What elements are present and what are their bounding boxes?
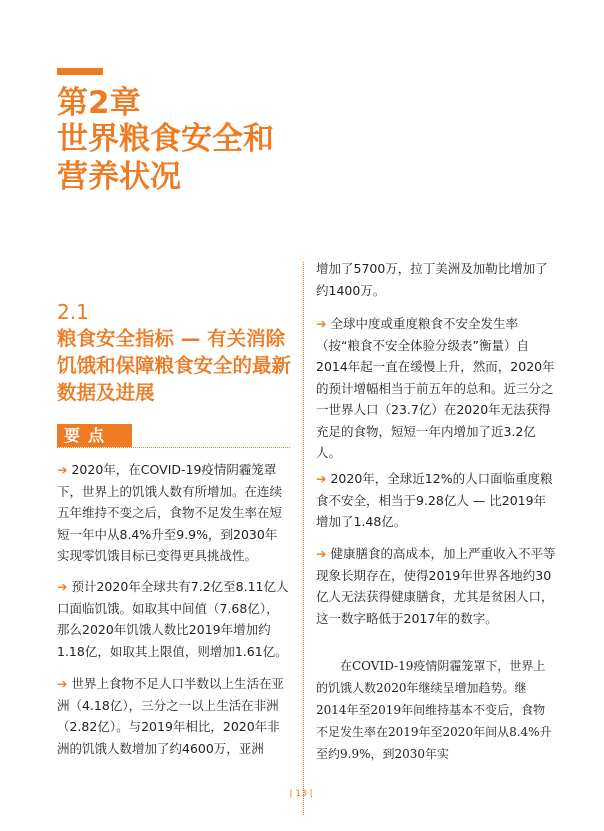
key-point-text: 世界上食物不足人口半数以上生活在亚洲（4.18亿），三分之一以上生活在非洲（2.82亿）。与2019年相比，2020年非洲的饥饿人数增加了约4600万，亚洲 [57, 676, 284, 756]
arrow-icon: ➔ [316, 471, 327, 486]
key-point-1 [57, 459, 289, 567]
key-point-text: 全球中度或重度粮食不安全发生率（按“粮食不安全体验分级表”衡量）自2014年起一直在缓慢上升，然而，2020年的预计增幅相当于前五年的总和。近三分之一世界人口（23.7亿）在2020年无法获得充足的食物，短短一年内增加了近3.2亿人。 [316, 316, 555, 460]
column-divider [303, 262, 304, 815]
arrow-icon: ➔ [57, 579, 68, 594]
key-point-4 [316, 313, 556, 464]
key-point-6 [316, 543, 556, 629]
arrow-icon: ➔ [57, 462, 68, 477]
chapter-title-line-2: 营养状况 [57, 159, 181, 195]
key-point-5 [316, 468, 556, 533]
arrow-icon: ➔ [316, 316, 327, 331]
chapter-title [57, 120, 357, 196]
key-point-text: 2020年，全球近12%的人口面临重度粮食不安全，相当于9.28亿人 — 比2019年增加了1.48亿。 [316, 471, 553, 529]
key-points-divider [57, 447, 290, 448]
key-points-header: 要点 [57, 424, 132, 447]
arrow-icon: ➔ [316, 546, 327, 561]
key-point-text: 健康膳食的高成本，加上严重收入不平等现象长期存在，使得2019年世界各地约30亿人无法获得健康膳食，尤其是贫困人口，这一数字略低于2017年的数字。 [316, 546, 556, 626]
key-point-text: 预计2020年全球共有7.2亿至8.11亿人口面临饥饿。如取其中间值（7.68亿），那么2020年饥饿人数比2019年增加约1.18亿，如取其上限值，则增加1.61亿。 [57, 579, 289, 659]
body-paragraph: 在COVID-19疫情阴霾笼罩下，世界上的饥饿人数2020年继续呈增加趋势。继2014年至2019年间维持基本不变后，食物不足发生率在2019年至2020年间从8.4%升至约9.9%，到2030年实 [316, 659, 552, 761]
section-number: 2.1 [57, 300, 89, 324]
key-point-3 [57, 673, 289, 759]
key-point-text: 2020年，在COVID-19疫情阴霾笼罩下，世界上的饥饿人数有所增加。在连续五年维持不变之后，食物不足发生率在短短一年中从8.4%升至9.9%，到2030年实现零饥饿目标已变得更具挑战性。 [57, 462, 283, 563]
continuation-text: 增加了5700万，拉丁美洲及加勒比增加了约1400万。 [316, 261, 548, 298]
key-point-2 [57, 576, 289, 662]
section-title: 粮食安全指标 — 有关消除饥饿和保障粮食安全的最新数据及进展 [57, 327, 292, 404]
page-number: | 13 | [289, 789, 313, 799]
chapter-label: 第2章 [57, 85, 141, 121]
chapter-title-line-1: 世界粮食安全和 [57, 121, 274, 157]
chapter-accent-bar [57, 68, 103, 75]
arrow-icon: ➔ [57, 676, 68, 691]
